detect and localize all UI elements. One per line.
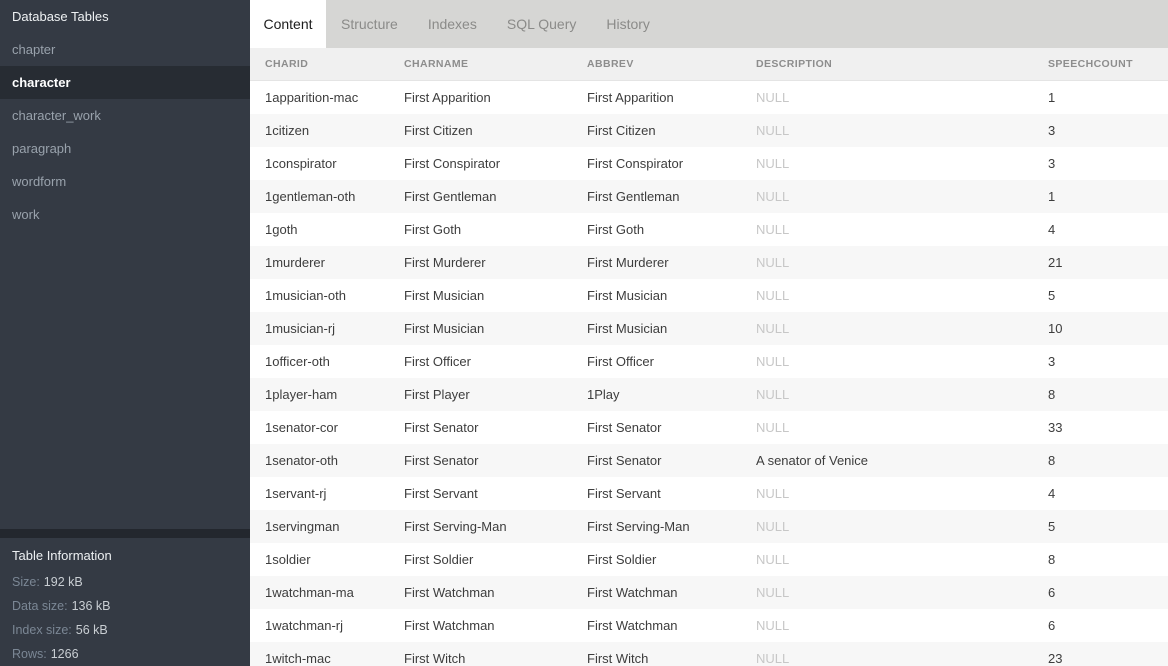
table-stat-line [0, 642, 250, 666]
table-stat-label: Data size: [12, 599, 68, 613]
table-row[interactable] [250, 477, 1168, 510]
cell-description: NULL [756, 585, 790, 600]
cell-description: NULL [756, 156, 790, 171]
cell-charid: 1player-ham [265, 387, 338, 402]
sidebar-item-label: paragraph [12, 141, 72, 156]
cell-charid: 1musician-oth [265, 288, 346, 303]
cell-abbrev: First Witch [587, 651, 649, 666]
cell-description: NULL [756, 618, 790, 633]
sidebar-item-label: character_work [12, 108, 101, 123]
cell-charname: First Senator [404, 453, 479, 468]
cell-description: NULL [756, 123, 790, 138]
cell-speechcount: 21 [1048, 255, 1063, 270]
table-stat-label: Size: [12, 575, 40, 589]
table-row[interactable] [250, 345, 1168, 378]
table-stat-label: Rows: [12, 647, 47, 661]
cell-abbrev: 1Play [587, 387, 620, 402]
table-stat-value: 1266 [50, 647, 79, 661]
cell-charid: 1conspirator [265, 156, 337, 171]
cell-abbrev: First Musician [587, 288, 668, 303]
tab-label: SQL Query [506, 16, 577, 32]
sidebar [0, 0, 250, 666]
cell-description: NULL [756, 189, 790, 204]
cell-charname: First Player [404, 387, 470, 402]
cell-charname: First Musician [404, 288, 485, 303]
cell-speechcount: 5 [1048, 288, 1056, 303]
cell-speechcount: 5 [1048, 519, 1056, 534]
cell-charname: First Servant [404, 486, 478, 501]
table-stat-value: 56 kB [75, 623, 108, 637]
table-list [0, 33, 250, 231]
cell-speechcount: 33 [1048, 420, 1063, 435]
table-row[interactable] [250, 444, 1168, 477]
cell-speechcount: 8 [1048, 453, 1056, 468]
cell-charname: First Watchman [404, 618, 495, 633]
table-header-row [250, 48, 1168, 81]
cell-abbrev: First Conspirator [587, 156, 684, 171]
table-row[interactable] [250, 246, 1168, 279]
cell-speechcount: 1 [1048, 90, 1056, 105]
sidebar-item-table[interactable] [0, 198, 250, 231]
cell-speechcount: 3 [1048, 123, 1056, 138]
column-header[interactable]: CHARNAME [404, 58, 469, 70]
table-stat-label: Index size: [12, 623, 72, 637]
cell-abbrev: First Citizen [587, 123, 656, 138]
cell-description: A senator of Venice [756, 453, 869, 468]
table-stat-line [0, 618, 250, 642]
cell-charname: First Musician [404, 321, 485, 336]
cell-speechcount: 10 [1048, 321, 1063, 336]
table-row[interactable] [250, 510, 1168, 543]
cell-charname: First Watchman [404, 585, 495, 600]
cell-abbrev: First Gentleman [587, 189, 680, 204]
sidebar-divider [0, 529, 250, 538]
sidebar-item-table[interactable] [0, 132, 250, 165]
cell-description: NULL [756, 90, 790, 105]
cell-description: NULL [756, 552, 790, 567]
cell-charid: 1murderer [265, 255, 325, 270]
cell-abbrev: First Watchman [587, 585, 678, 600]
cell-charid: 1servant-rj [265, 486, 327, 501]
cell-abbrev: First Musician [587, 321, 668, 336]
main-content [250, 0, 1168, 666]
tab-label: Content [263, 16, 313, 32]
cell-description: NULL [756, 255, 790, 270]
table-information-title: Table Information [12, 548, 112, 563]
cell-charid: 1watchman-rj [265, 618, 344, 633]
cell-charname: First Citizen [404, 123, 473, 138]
sidebar-item-label: wordform [12, 174, 67, 189]
cell-charid: 1witch-mac [265, 651, 331, 666]
cell-abbrev: First Watchman [587, 618, 678, 633]
cell-speechcount: 8 [1048, 552, 1056, 567]
table-row[interactable] [250, 114, 1168, 147]
cell-speechcount: 4 [1048, 486, 1056, 501]
tab-label: Indexes [427, 16, 477, 32]
cell-speechcount: 6 [1048, 618, 1056, 633]
table-row[interactable] [250, 279, 1168, 312]
sidebar-item-table[interactable] [0, 33, 250, 66]
cell-speechcount: 4 [1048, 222, 1056, 237]
sidebar-title: Database Tables [12, 9, 109, 24]
sidebar-item-label: character [12, 75, 71, 90]
cell-abbrev: First Goth [587, 222, 645, 237]
column-header[interactable]: CHARID [265, 58, 309, 70]
cell-charname: First Murderer [404, 255, 486, 270]
cell-charname: First Officer [404, 354, 471, 369]
table-row[interactable] [250, 411, 1168, 444]
cell-charname: First Serving-Man [404, 519, 507, 534]
tab[interactable] [591, 0, 665, 48]
cell-charname: First Conspirator [404, 156, 501, 171]
cell-charname: First Senator [404, 420, 479, 435]
cell-charid: 1citizen [265, 123, 310, 138]
table-row[interactable] [250, 378, 1168, 411]
cell-abbrev: First Servant [587, 486, 661, 501]
table-information-panel [0, 529, 250, 666]
cell-charid: 1gentleman-oth [265, 189, 356, 204]
sidebar-item-table[interactable] [0, 66, 250, 99]
cell-abbrev: First Officer [587, 354, 654, 369]
cell-description: NULL [756, 387, 790, 402]
cell-charname: First Gentleman [404, 189, 497, 204]
tab[interactable] [492, 0, 592, 48]
table-row[interactable] [250, 576, 1168, 609]
cell-speechcount: 8 [1048, 387, 1056, 402]
table-stat-value: 136 kB [71, 599, 111, 613]
cell-charid: 1watchman-ma [265, 585, 354, 600]
cell-description: NULL [756, 222, 790, 237]
cell-charid: 1servingman [265, 519, 340, 534]
cell-abbrev: First Murderer [587, 255, 669, 270]
cell-charid: 1senator-oth [265, 453, 338, 468]
cell-abbrev: First Serving-Man [587, 519, 690, 534]
cell-speechcount: 6 [1048, 585, 1056, 600]
cell-charname: First Apparition [404, 90, 491, 105]
cell-speechcount: 23 [1048, 651, 1063, 666]
column-header[interactable]: SPEECHCOUNT [1048, 58, 1133, 70]
table-row[interactable] [250, 642, 1168, 666]
cell-description: NULL [756, 519, 790, 534]
cell-charname: First Goth [404, 222, 462, 237]
table-stat-value: 192 kB [43, 575, 83, 589]
sidebar-item-label: work [12, 207, 40, 222]
cell-description: NULL [756, 486, 790, 501]
cell-description: NULL [756, 288, 790, 303]
table-row[interactable] [250, 81, 1168, 114]
cell-charid: 1apparition-mac [265, 90, 359, 105]
table-row[interactable] [250, 312, 1168, 345]
cell-abbrev: First Senator [587, 420, 662, 435]
cell-charid: 1officer-oth [265, 354, 330, 369]
cell-description: NULL [756, 354, 790, 369]
tab-label: History [606, 16, 650, 32]
cell-description: NULL [756, 420, 790, 435]
cell-charid: 1senator-cor [265, 420, 338, 435]
tab[interactable] [250, 0, 326, 48]
sidebar-item-table[interactable] [0, 99, 250, 132]
table-row[interactable] [250, 180, 1168, 213]
table-row[interactable] [250, 147, 1168, 180]
tab[interactable] [413, 0, 492, 48]
cell-speechcount: 3 [1048, 156, 1056, 171]
table-row[interactable] [250, 543, 1168, 576]
sidebar-item-label: chapter [12, 42, 56, 57]
table-body [250, 81, 1168, 666]
tab[interactable] [326, 0, 413, 48]
table-stat-line [0, 594, 250, 618]
cell-charid: 1goth [265, 222, 298, 237]
cell-abbrev: First Soldier [587, 552, 657, 567]
cell-description: NULL [756, 651, 790, 666]
cell-charid: 1musician-rj [265, 321, 336, 336]
cell-abbrev: First Apparition [587, 90, 674, 105]
cell-charname: First Witch [404, 651, 466, 666]
table-row[interactable] [250, 609, 1168, 642]
cell-speechcount: 3 [1048, 354, 1056, 369]
tab-bar [250, 0, 1168, 48]
table-stat-line [0, 570, 250, 594]
cell-charname: First Soldier [404, 552, 474, 567]
column-header[interactable]: ABBREV [587, 58, 634, 70]
table-information-stats [0, 570, 250, 666]
cell-charid: 1soldier [265, 552, 311, 567]
column-header[interactable]: DESCRIPTION [756, 58, 833, 70]
table-row[interactable] [250, 213, 1168, 246]
sidebar-item-table[interactable] [0, 165, 250, 198]
tab-label: Structure [341, 16, 398, 32]
cell-abbrev: First Senator [587, 453, 662, 468]
cell-description: NULL [756, 321, 790, 336]
cell-speechcount: 1 [1048, 189, 1056, 204]
